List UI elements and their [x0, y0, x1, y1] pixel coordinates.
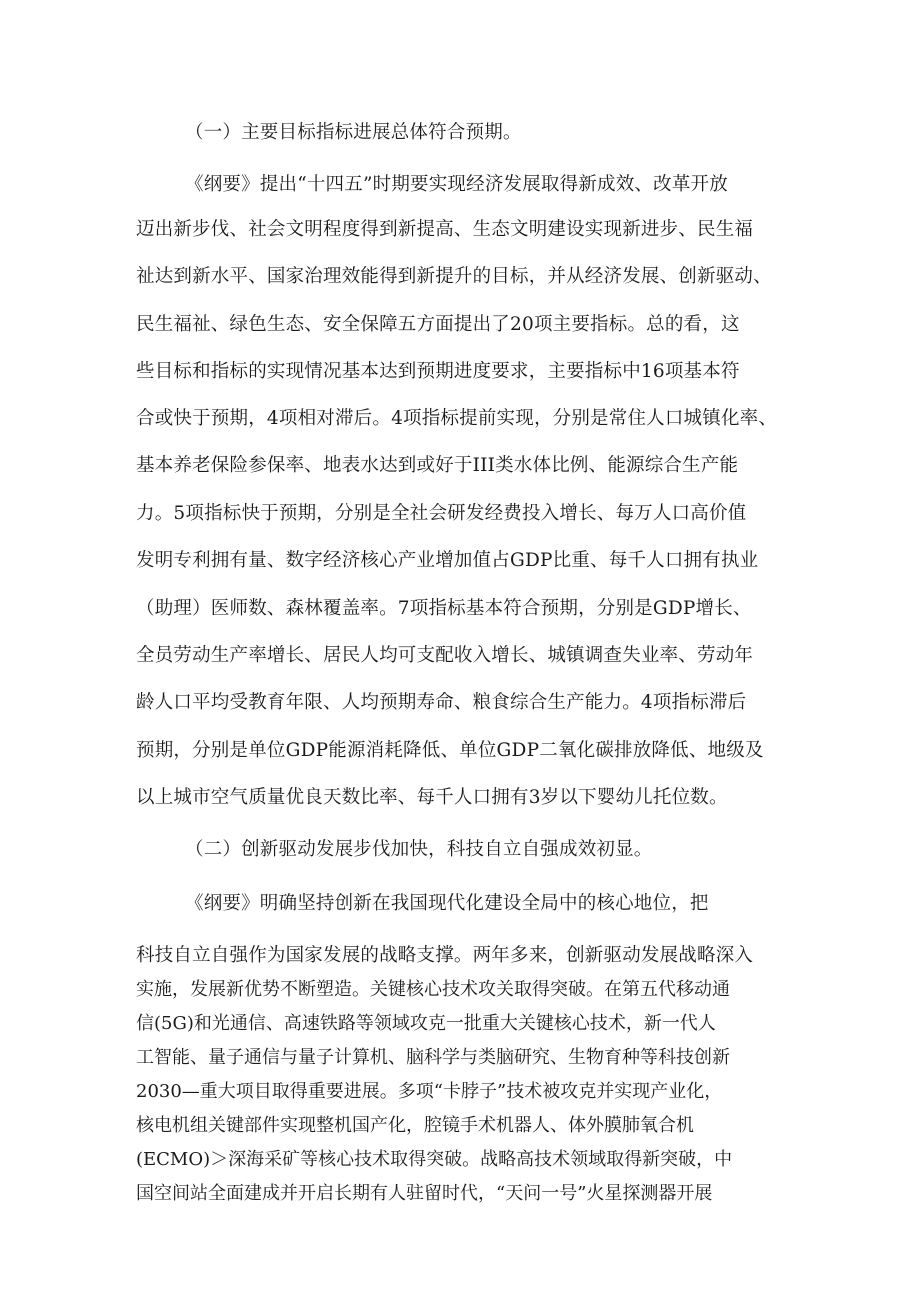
paragraph-line: 信(5G)和光通信、高速铁路等领域攻克一批重大关键核心技术，新一代人	[136, 1013, 716, 1034]
paragraph-line: 实施，发展新优势不断塑造。关键核心技术攻关取得突破。在第五代移动通	[136, 979, 730, 1000]
paragraph-line: 些目标和指标的实现情况基本达到预期进度要求，主要指标中16项基本符	[136, 361, 740, 382]
paragraph-line: 合或快于预期，4项相对滞后。4项指标提前实现，分别是常住人口城镇化率、	[136, 408, 778, 429]
paragraph-line: 《纲要》明确坚持创新在我国现代化建设全局中的核心地位，把	[185, 893, 709, 914]
paragraph-line: 民生福祉、绿色生态、安全保障五方面提出了20项主要指标。总的看，这	[136, 314, 740, 335]
paragraph-line: 工智能、量子通信与量子计算机、脑科学与类脑研究、生物育种等科技创新	[136, 1047, 730, 1068]
paragraph-line: 核电机组关键部件实现整机国产化，腔镜手术机器人、体外膜肺氧合机	[136, 1115, 694, 1136]
paragraph-line: 迈出新步伐、社会文明程度得到新提高、生态文明建设实现新进步、民生福	[136, 219, 754, 240]
paragraph-line: 龄人口平均受教育年限、人均预期寿命、粮食综合生产能力。4项指标滞后	[136, 692, 747, 713]
paragraph-line: 以上城市空气质量优良天数比率、每千人口拥有3岁以下婴幼儿托位数。	[136, 787, 728, 808]
paragraph-line: 国空间站全面建成并开启长期有人驻留时代，“天问一号”火星探测器开展	[136, 1183, 713, 1204]
paragraph-line: 2030—重大项目取得重要进展。多项“卡脖子”技术被攻克并实现产业化，	[136, 1081, 723, 1102]
paragraph-line: 力。5项指标快于预期，分别是全社会研发经费投入增长、每万人口高价值	[136, 503, 747, 524]
paragraph-line: （助理）医师数、森林覆盖率。7项指标基本符合预期，分别是GDP增长、	[136, 598, 752, 619]
paragraph-line: 《纲要》提出“十四五”时期要实现经济发展取得新成效、改革开放	[185, 174, 728, 195]
paragraph-line: (ECMO)＞深海采矿等核心技术取得突破。战略高技术领域取得新突破，中	[136, 1149, 733, 1170]
heading-2: （二）创新驱动发展步伐加快，科技自立自强成效初显。	[185, 839, 653, 860]
paragraph-line: 全员劳动生产率增长、居民人均可支配收入增长、城镇调查失业率、劳动年	[136, 645, 754, 666]
paragraph-line: 祉达到新水平、国家治理效能得到新提升的目标，并从经济发展、创新驱动、	[136, 266, 772, 287]
paragraph-line: 科技自立自强作为国家发展的战略支撑。两年多来，创新驱动发展战略深入	[136, 945, 754, 966]
heading-1: （一）主要目标指标进展总体符合预期。	[185, 122, 522, 143]
paragraph-line: 发明专利拥有量、数字经济核心产业增加值占GDP比重、每千人口拥有执业	[136, 550, 759, 571]
paragraph-line: 基本养老保险参保率、地表水达到或好于III类水体比例、能源综合生产能	[136, 455, 739, 476]
paragraph-line: 预期，分别是单位GDP能源消耗降低、单位GDP二氧化碳排放降低、地级及	[136, 740, 764, 761]
